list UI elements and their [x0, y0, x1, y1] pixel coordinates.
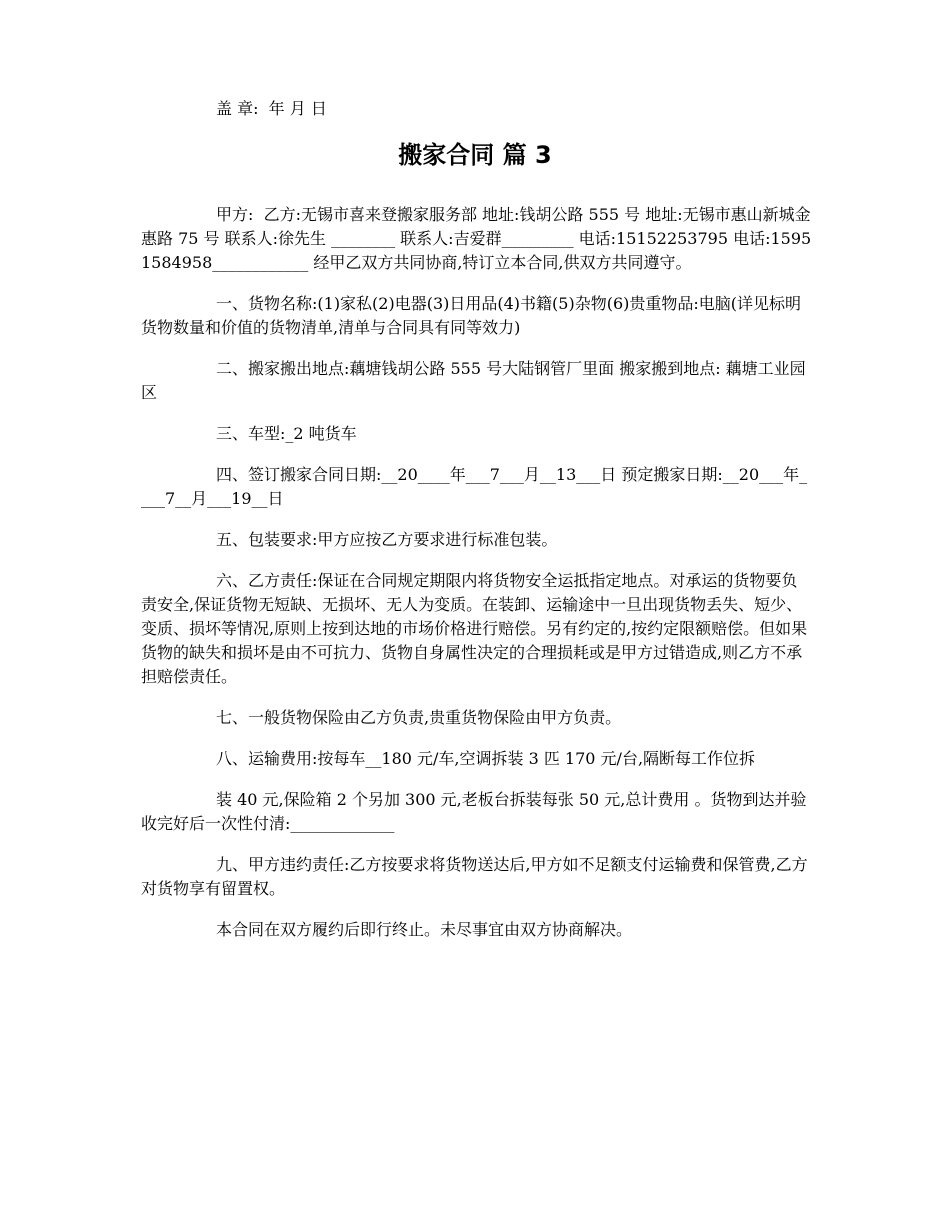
paragraph-termination: 本合同在双方履约后即行终止。未尽事宜由双方协商解决。: [216, 920, 633, 939]
contract-body: [141, 203, 813, 959]
paragraph-dates: 四、签订搬家合同日期:__20____年___7___月__13___日 预定搬家日期:__20___年____7__月___19__日: [141, 465, 808, 508]
paragraph-transport-fees: 八、运输费用:按每车__180 元/车,空调拆装 3 匹 170 元/台,隔断每工作位拆: [216, 749, 756, 768]
paragraph-insurance: 七、一般货物保险由乙方负责,贵重货物保险由甲方负责。: [216, 708, 622, 727]
paragraph-party-a-breach: 九、甲方违约责任:乙方按要求将货物送达后,甲方如不足额支付运输费和保管费,乙方对货物享有留置权。: [141, 855, 808, 898]
document-title: 搬家合同 篇 3: [398, 141, 552, 169]
paragraph-packing: 五、包装要求:甲方应按乙方要求进行标准包装。: [216, 530, 558, 549]
paragraph-parties: 甲方: 乙方:无锡市喜来登搬家服务部 地址:钱胡公路 555 号 地址:无锡市惠山新城金惠路 75 号 联系人:徐先生 ________ 联系人:吉爱群_________ 电话:15152253795 电话:15951584958____________ 经甲乙双方共同协商,特订立本合同,供双方共同遵守。: [141, 205, 812, 272]
paragraph-fees-continued: 装 40 元,保险箱 2 个另加 300 元,老板台拆装每张 50 元,总计费用 。货物到达并验收完好后一次性付清:_____________: [141, 790, 807, 833]
paragraph-vehicle-type: 三、车型:_2 吨货车: [216, 424, 357, 443]
seal-date-line: 盖 章: 年 月 日: [216, 99, 327, 118]
paragraph-goods-name: 一、货物名称:(1)家私(2)电器(3)日用品(4)书籍(5)杂物(6)贵重物品:电脑(详见标明货物数量和价值的货物清单,清单与合同具有同等效力): [141, 294, 802, 337]
paragraph-locations: 二、搬家搬出地点:藕塘钱胡公路 555 号大陆钢管厂里面 搬家搬到地点: 藕塘工业园区: [141, 359, 806, 402]
paragraph-party-b-responsibility: 六、乙方责任:保证在合同规定期限内将货物安全运抵指定地点。对承运的货物要负责安全,保证货物无短缺、无损坏、无人为变质。在装卸、运输途中一旦出现货物丢失、短少、变质、损坏等情况,原则上按到达地的市场价格进行赔偿。另有约定的,按约定限额赔偿。但如果货物的缺失和损坏是由不可抗力、货物自身属性决定的合理损耗或是甲方过错造成,则乙方不承担赔偿责任。: [141, 571, 808, 686]
